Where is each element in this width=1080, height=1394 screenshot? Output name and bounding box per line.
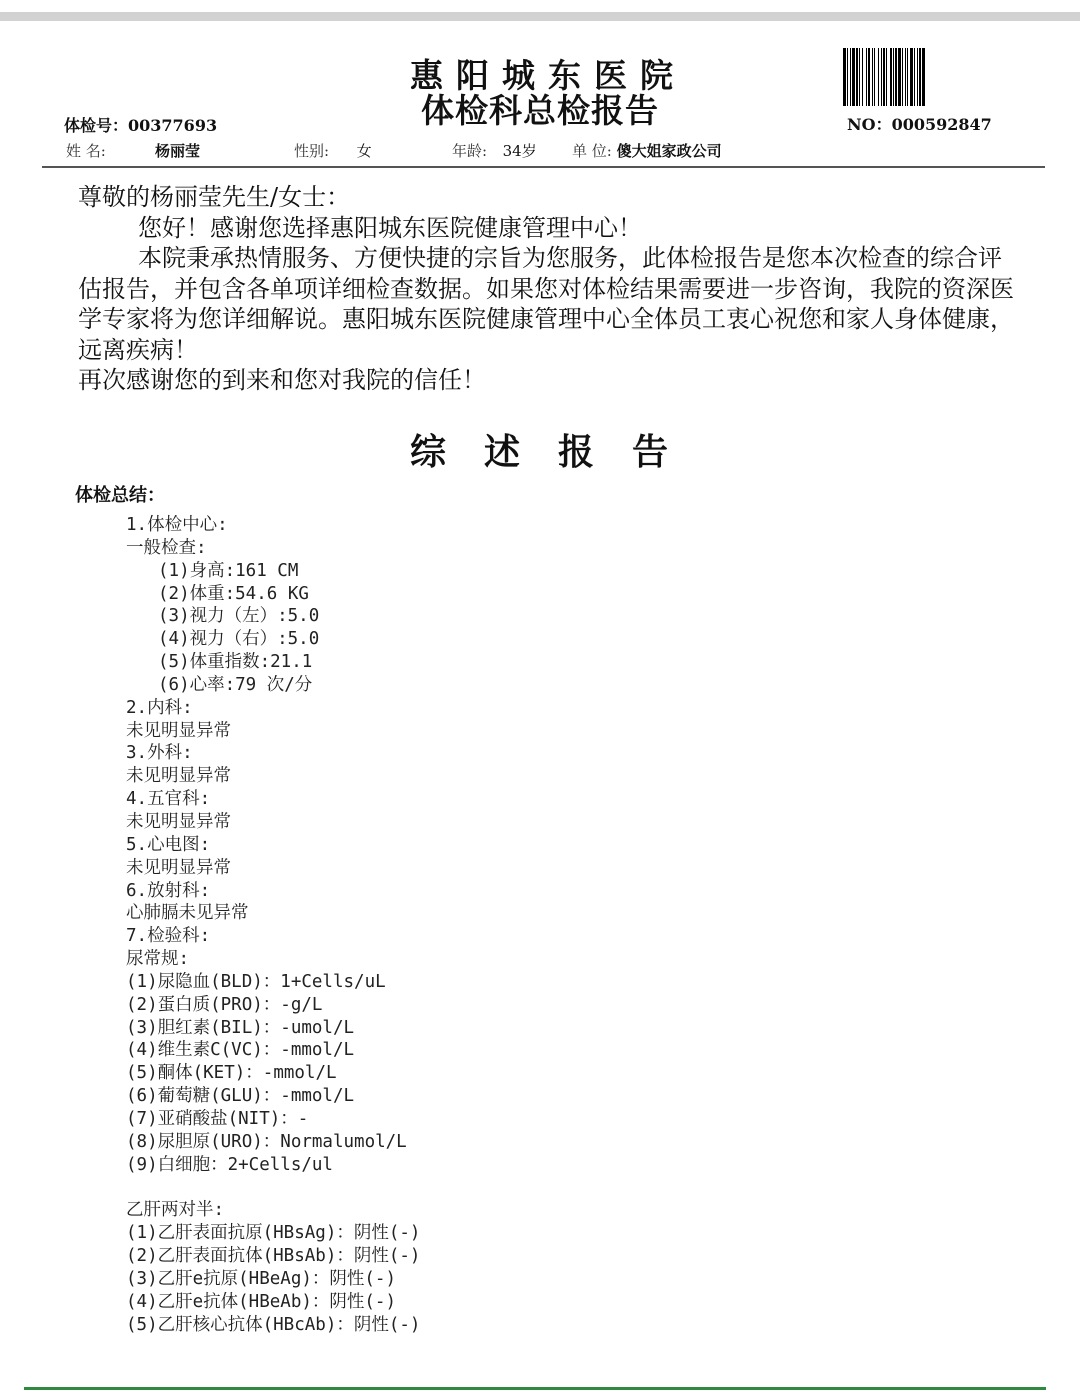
summary-label: 体检总结：	[75, 485, 165, 506]
barcode	[843, 48, 1013, 106]
patient-age-label: 年龄:	[452, 142, 488, 160]
summary-line: 尿常规:	[126, 949, 190, 970]
summary-line: (3)乙肝e抗原(HBeAg)：阴性(-)	[126, 1268, 397, 1289]
summary-line: (7)亚硝酸盐(NIT)：-	[126, 1108, 309, 1129]
summary-line: (8)尿胆原(URO)：Normalumol/L	[126, 1131, 407, 1152]
hospital-name: 惠阳城东医院	[410, 56, 686, 95]
summary-line: (4)乙肝e抗体(HBeAb)：阴性(-)	[126, 1291, 397, 1312]
patient-name-field	[155, 140, 200, 162]
summary-line: 4.五官科:	[126, 789, 211, 810]
summary-line: (3)视力（左）:5.0	[158, 606, 320, 627]
summary-list	[126, 514, 826, 1336]
exam-number-label: 体检号：	[64, 116, 129, 135]
patient-age-value: 34岁	[502, 142, 537, 160]
summary-line: 3.外科:	[126, 743, 193, 764]
summary-line: 2.内科:	[126, 697, 193, 718]
patient-age	[452, 140, 537, 162]
summary-line: 未见明显异常	[126, 720, 231, 741]
patient-gender-label: 性别:	[294, 142, 330, 160]
summary-line: (9)白细胞：2+Cells/ul	[126, 1154, 333, 1175]
greeting-closing: 再次感谢您的到来和您对我院的信任！	[78, 366, 486, 394]
summary-line: 乙肝两对半:	[126, 1200, 225, 1221]
patient-unit-label: 单 位:	[572, 142, 612, 160]
greeting-line: 您好！感谢您选择惠阳城东医院健康管理中心！	[138, 213, 642, 242]
patient-gender	[294, 140, 372, 162]
patient-name-label: 姓 名:	[66, 142, 106, 160]
summary-line: (5)体重指数:21.1	[158, 652, 313, 673]
summary-line: 未见明显异常	[126, 766, 231, 787]
report-title: 体检科总检报告	[421, 91, 659, 130]
summary-line: (1)尿隐血(BLD)：1+Cells/uL	[126, 971, 386, 992]
summary-line: 6.放射科:	[126, 880, 211, 901]
exam-number-value: 00377693	[128, 116, 218, 135]
summary-line: (3)胆红素(BIL)：-umol/L	[126, 1017, 355, 1038]
patient-name-value: 杨丽莹	[155, 142, 201, 160]
summary-line: 7.检验科:	[126, 926, 211, 947]
summary-line: (6)心率:79 次/分	[158, 674, 313, 695]
summary-line: (4)视力（右）:5.0	[158, 629, 320, 650]
barcode-bar	[925, 48, 926, 106]
summary-line: (1)身高:161 CM	[158, 560, 299, 581]
top-gray-bar	[0, 12, 1080, 21]
summary-line: (2)乙肝表面抗体(HBsAb)：阴性(-)	[126, 1246, 421, 1266]
summary-line: (6)葡萄糖(GLU)：-mmol/L	[126, 1086, 355, 1107]
bottom-green-line	[24, 1387, 1046, 1390]
greeting-paragraph: 本院秉承热情服务、方便快捷的宗旨为您服务，此体检报告是您本次检查的综合评估报告，并包含各单项详细检查数据。如果您对体检结果需要进一步咨询，我院的资深医学专家将为您详细解说。惠阳城东医院健康管理中心全体员工衷心祝您和家人身体健康，远离疾病！	[78, 244, 1014, 364]
header-divider	[42, 166, 1045, 168]
summary-line: (2)体重:54.6 KG	[158, 583, 309, 604]
summary-line: 心肺膈未见异常	[126, 903, 249, 924]
summary-line: (2)蛋白质(PRO)：-g/L	[126, 994, 323, 1015]
document-number-label: NO：	[847, 115, 892, 134]
summary-line: (5)乙肝核心抗体(HBcAb)：阴性(-)	[126, 1314, 421, 1335]
exam-number	[64, 113, 217, 136]
document-number-value: 000592847	[891, 115, 992, 134]
section-title: 综述报告	[409, 431, 706, 473]
summary-line: (1)乙肝表面抗原(HBsAg)：阴性(-)	[126, 1223, 421, 1244]
summary-line: 5.心电图:	[126, 834, 211, 855]
greeting-letter	[78, 182, 1018, 396]
summary-line	[126, 1176, 826, 1199]
summary-line: (5)酮体(KET)：-mmol/L	[126, 1063, 337, 1084]
summary-line: (4)维生素C(VC)：-mmol/L	[126, 1040, 355, 1061]
patient-name	[66, 140, 106, 162]
summary-line: 未见明显异常	[126, 811, 231, 832]
summary-line: 1.体检中心:	[126, 515, 228, 535]
document-number	[847, 112, 992, 135]
patient-unit-value: 傻大姐家政公司	[616, 142, 722, 160]
patient-gender-value: 女	[356, 142, 372, 160]
patient-unit	[572, 140, 722, 162]
summary-line: 一般检查:	[126, 537, 207, 558]
summary-line: 未见明显异常	[126, 857, 231, 878]
greeting-salutation: 尊敬的杨丽莹先生/女士：	[78, 183, 351, 211]
